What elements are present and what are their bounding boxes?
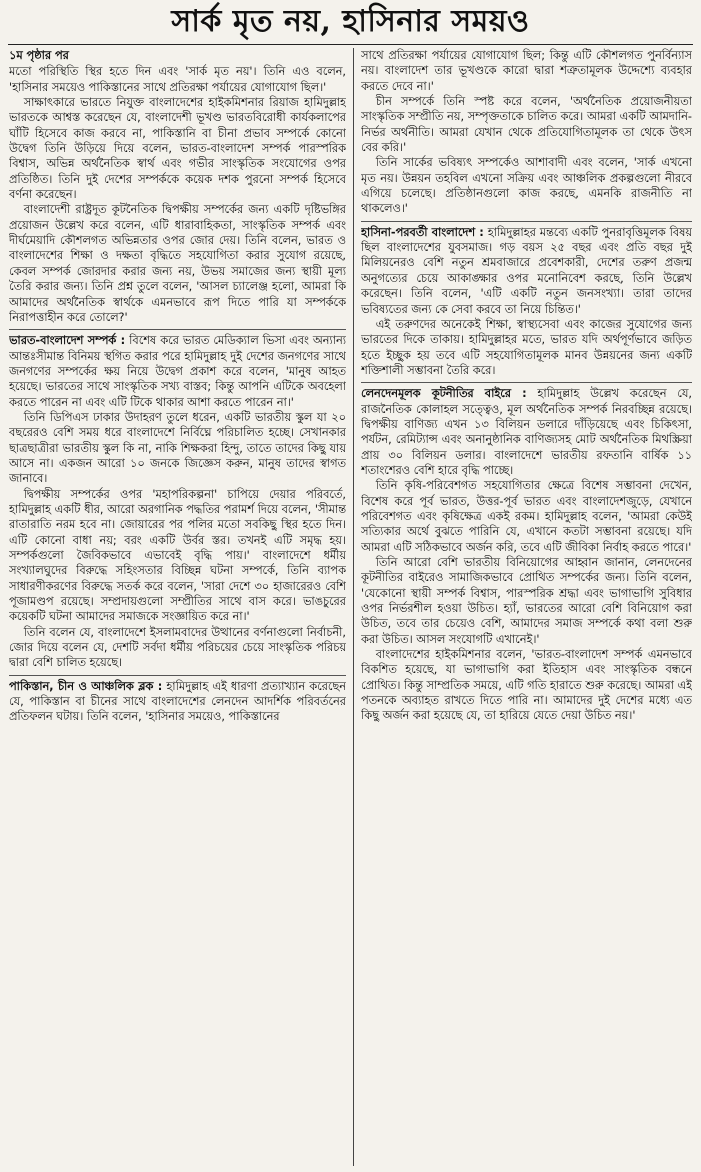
paragraph: তিনি আরো বেশি ভারতীয় বিনিয়োগের আহ্বান জানান, লেনদেনের কূটনীতির বাইরেও সামাজিকভাবে প্রোথিত সম্পর্কের জন্য। তিনি বলেন, 'যেকোনো স্থায়ী সম্পর্ক বিশ্বাস, পারস্পরিক শ্রদ্ধা এবং ভাগাভাগি সুবিধার ওপর নির্ভরশীল হওয়া উচিত। হ্যাঁ, ভারতের আরো বেশি বিনিয়োগ করা উচিত, তবে তার চেয়েও বেশি, আমাদের সমাজ সম্পর্কে কথা বলা শুরু করা উচিত। আসল সংযোগটি এখানেই।' <box>361 556 692 646</box>
section-paragraph <box>361 386 692 478</box>
paragraph: সাথে প্রতিরক্ষা পর্যায়ের যোগাযোগ ছিল; কিন্তু এটি কৌশলগত পুনর্বিন্যাস নয়। বাংলাদেশ তার ভূখণ্ডকে কারো দ্বারা শত্রুতামূলক উদ্দেশ্যে ব্যবহার করতে দেবে না।' <box>361 49 692 93</box>
paragraph: তিনি সার্কের ভবিষ্যৎ সম্পর্কেও আশাবাদী এবং বলেন, 'সার্ক এখনো মৃত নয়। উন্নয়ন তহবিল এখনো সক্রিয় এবং আঞ্চলিক প্রকল্পগুলো নীরবে এগিয়ে চলেছে। প্রতিষ্ঠানগুলো কাজ করছে, এমনকি রাজনীতি না থাকলেও।' <box>361 156 692 216</box>
subheading-beyond-transactional: লেনদেনমূলক কূটনীতির বাইরে : <box>361 387 527 401</box>
article-column-right <box>361 48 692 1168</box>
column-divider <box>353 48 354 1166</box>
section-divider <box>361 221 692 222</box>
paragraph: তিনি ডিপিএস ঢাকার উদাহরণ তুলে ধরেন, একটি ভারতীয় স্কুল যা ২০ বছরেরও বেশি সময় ধরে বাংলাদেশে নির্বিঘ্নে পরিচালিত হচ্ছে। সেখানকার ছাত্রছাত্রীরা ভারতীয় স্কুল কি না, নাকি শিক্ষকরা হিন্দু, তাতে তাদের কিছু যায় আসে না। একজন আরো ১০ জনকে জিজ্ঞেস করুন, মানুষ তাদের স্বাগত জানাবে। <box>9 410 346 486</box>
section-text: বিশেষ করে ভারত মেডিক্যাল ভিসা এবং অন্যান্য আন্তঃসীমান্ত বিনিময় স্থগিত করার পরে হামিদুল্লাহ দুই দেশের জনগণের সাথে জনগণের সম্পর্কের ক্ষয় নিয়ে উদ্বেগ প্রকাশ করে বলেন, 'মানুষ আহত হয়েছে। ভারতের সাথে সাংস্কৃতিক সখ্য বাস্তব; কিন্তু আপনি এটিকে অবহেলা করতে পারেন না এবং এটি টিকে থাকার আশা করতে পারেন না।' <box>9 334 346 409</box>
paragraph: তিনি বলেন যে, বাংলাদেশে ইসলামবাদের উত্থানের বর্ণনাগুলো নির্বাচনী, জোর দিয়ে বলেন যে, দেশটি সর্বদা ধর্মীয় পরিচয়ের চেয়ে সাংস্কৃতিক পরিচয় দ্বারা বেশি চালিত হয়েছে। <box>9 625 346 670</box>
continuation-label: ১ম পৃষ্ঠার পর <box>9 49 69 62</box>
paragraph: চীন সম্পর্কে তিনি স্পষ্ট করে বলেন, 'অর্থনৈতিক প্রয়োজনীয়তা সাংস্কৃতিক সম্প্রীতি নয়, সম্পৃক্ততাকে চালিত করে। আমরা একটি আমদানি-নির্ভর অর্থনীতি। আমরা যেখান থেকে প্রতিযোগিতামূলক তা থেকে উৎস বের করি।' <box>361 95 692 155</box>
article-headline: সার্ক মৃত নয়, হাসিনার সময়ও <box>171 4 530 39</box>
paragraph: সাক্ষাৎকারে ভারতে নিযুক্ত বাংলাদেশের হাইকমিশনার রিয়াজ হামিদুল্লাহ ভারতকে আশ্বস্ত করেছেন যে, বাংলাদেশী ভূখণ্ড ভারতবিরোধী কার্যকলাপের ঘাঁটি হিসেবে কাজ করবে না, পাকিস্তানি বা চীনা প্রভাব সম্পর্কে কোনো উদ্বেগ তিনি উড়িয়ে দিয়ে বলেন, ভারত-বাংলাদেশ সম্পর্ক পারস্পরিক বিশ্বাস, অভিন্ন অর্থনৈতিক স্বার্থ এবং গভীর সাংস্কৃতিক সংযোগের ওপর প্রতিষ্ঠিত। তিনি দুই দেশের সম্পর্ককে কয়েক দশক পুরনো সম্পর্ক হিসেবে বর্ণনা করেছেন। <box>9 96 346 202</box>
section-paragraph <box>361 225 692 317</box>
section-text: হামিদুল্লাহ উল্লেখ করেছেন যে, রাজনৈতিক কোলাহল সত্ত্বেও, মূল অর্থনৈতিক সম্পর্ক নিরবচ্ছিন্ন রয়েছে। দ্বিপক্ষীয় বাণিজ্য এখন ১৩ বিলিয়ন ডলারে দাঁড়িয়েছে এবং চিকিৎসা, পর্যটন, রেমিট্যান্স এবং অনানুষ্ঠানিক বাণিজ্যসহ মোট অর্থনৈতিক মিথস্ক্রিয়া প্রায় ৩০ বিলিয়ন ডলার। বাংলাদেশে ভারতীয় রফতানি বার্ষিক ১১ শতাংশেরও বেশি হারে বৃদ্ধি পাচ্ছে। <box>361 387 692 477</box>
section-paragraph <box>9 333 346 410</box>
section-divider <box>9 329 346 330</box>
section-paragraph <box>9 679 346 725</box>
article-column-left <box>9 48 346 1168</box>
paragraph: এই তরুণদের অনেকেই শিক্ষা, স্বাস্থ্যসেবা এবং কাজের সুযোগের জন্য ভারতের দিকে তাকায়। হামিদুল্লাহর মতে, ভারত যদি অর্থপূর্ণভাবে জড়িত হতে ইচ্ছুক হয় তবে এটি সহযোগিতামূলক মানব উন্নয়নের জন্য একটি শক্তিশালী সম্ভাবনা তৈরি করে। <box>361 317 692 377</box>
section-text: হামিদুল্লাহর মন্তব্যে একটি পুনরাবৃত্তিমূলক বিষয় ছিল বাংলাদেশের যুবসমাজ। গড় বয়স ২৫ বছর এবং প্রতি বছর দুই মিলিয়নেরও বেশি নতুন শ্রমবাজারে প্রবেশকারী, দেশের তরুণ প্রজন্ম অনুগত্যের চেয়ে আকাঙ্ক্ষার ওপর মনোনিবেশ করছে, তিনি উল্লেখ করেছেন। তিনি বলেন, 'এটি একটি নতুন জনসংখ্যা। তারা তাদের ভবিষ্যতের জন্য কে সেবা করবে তা নিয়ে চিন্তিত।' <box>361 225 692 316</box>
paragraph: দ্বিপক্ষীয় সম্পর্কের ওপর 'মহাপরিকল্পনা' চাপিয়ে দেয়ার পরিবর্তে, হামিদুল্লাহ একটি ধীর, আরো অরগানিক পদ্ধতির পরামর্শ দিয়ে বলেন, 'সীমান্ত রাতারাতি নরম হবে না। জোয়ারের পর পলির মতো সবকিছু স্থির হতে দিন। এটি কোনো বাধা নয়; বরং একটি উর্বর স্তর। তখনই এটি সমৃদ্ধ হয়। সম্পর্কগুলো জৈবিকভাবে এভাবেই বৃদ্ধি পায়।' বাংলাদেশে ধর্মীয় সংখ্যালঘুদের বিরুদ্ধে সহিংসতার বিচ্ছিন্ন ঘটনা সম্পর্কে, তিনি ব্যাপক সাধারণীকরণের বিরুদ্ধে সতর্ক করে বলেন, 'সারা দেশে ৩০ হাজারেরও বেশি পূজামণ্ডপ রয়েছে। সম্প্রদায়গুলো সম্প্রীতির সাথে বাস করে। ভাঙচুরের কয়েকটি ঘটনা আমাদের সমাজকে সংজ্ঞায়িত করে না।' <box>9 487 346 624</box>
subheading-india-bangladesh: ভারত-বাংলাদেশ সম্পর্ক : <box>9 334 126 348</box>
subheading-post-hasina: হাসিনা-পরবর্তী বাংলাদেশ : <box>361 225 484 239</box>
subheading-pakistan-china: পাকিস্তান, চীন ও আঞ্চলিক ব্লক : <box>9 679 163 693</box>
section-divider <box>9 675 346 676</box>
paragraph: বাংলাদেশী রাষ্ট্রদূত কূটনৈতিক দ্বিপক্ষীয় সম্পর্কের জন্য একটি দৃষ্টিভঙ্গির প্রয়োজন উল্লেখ করে বলেন, এটি ধারাবাহিকতা, সাংস্কৃতিক সম্পর্ক এবং দীর্ঘমেয়াদি কৌশলগত অভিন্নতার ওপর জোর দেয়। তিনি বলেন, ভারত ও বাংলাদেশের শিক্ষা ও দক্ষতা বৃদ্ধিতে সহযোগিতা করার সুযোগ রয়েছে, কেবল সম্পর্ক জোরদার করার জন্য নয়, উভয় সমাজের জন্য স্থায়ী মূল্য তৈরি করার জন্য। তিনি প্রশ্ন তুলে বলেন, 'আসল চ্যালেঞ্জ হলো, আমরা কি আমাদের অর্থনৈতিক স্বার্থকে এমনভাবে রূপ দিতে পারি যা সম্পর্ককে নিরাপত্তাহীন করে তোলে?' <box>9 203 346 324</box>
section-divider <box>361 382 692 383</box>
paragraph: মতো পরিস্থিতি স্থির হতে দিন এবং 'সার্ক মৃত নয়'। তিনি এও বলেন, 'হাসিনার সময়েও পাকিস্তানের সাথে প্রতিরক্ষা পর্যায়ের যোগাযোগ ছিল।' <box>9 65 346 94</box>
section-text: হামিদুল্লাহ এই ধারণা প্রত্যাখ্যান করেছেন যে, পাকিস্তান বা চীনের সাথে বাংলাদেশের লেনদেন আদর্শিক পরিবর্তনের প্রতিফলন ঘটায়। তিনি বলেন, 'হাসিনার সময়েও, পাকিস্তানের <box>9 679 346 724</box>
paragraph: তিনি কৃষি-পরিবেশগত সহযোগিতার ক্ষেত্রে বিশেষ সম্ভাবনা দেখেন, বিশেষ করে পূর্ব ভারত, উত্তর-পূর্ব ভারত এবং বাংলাদেশজুড়ে, যেখানে পরিবেশগত এবং কৃষিক্ষেত্র একই রকম। হামিদুল্লাহ বলেন, 'আমরা কেউই সত্যিকার অর্থে বুঝতে পারিনি যে, এখানে কতটা সম্ভাবনা রয়েছে। যদি আমরা এটি সঠিকভাবে অর্জন করি, তবে এটি জীবিকা নির্বাহ করতে পারে।' <box>361 479 692 554</box>
headline-rule <box>8 44 693 45</box>
paragraph: বাংলাদেশের হাইকমিশনার বলেন, 'ভারত-বাংলাদেশ সম্পর্ক এমনভাবে বিকশিত হয়েছে, যা ভাগাভাগি করা ইতিহাস এবং সাংস্কৃতিক বন্ধনে প্রোথিত। কিন্তু সাম্প্রতিক সময়ে, এটি গতি হারাতে শুরু করেছে। আমরা এই পতনকে অব্যাহত রাখতে দিতে পারি না। আমাদের দুই দেশের মধ্যে এত কিছু অর্জন করা হয়েছে যে, তা হারিয়ে যেতে দেয়া উচিত নয়।' <box>361 648 692 723</box>
